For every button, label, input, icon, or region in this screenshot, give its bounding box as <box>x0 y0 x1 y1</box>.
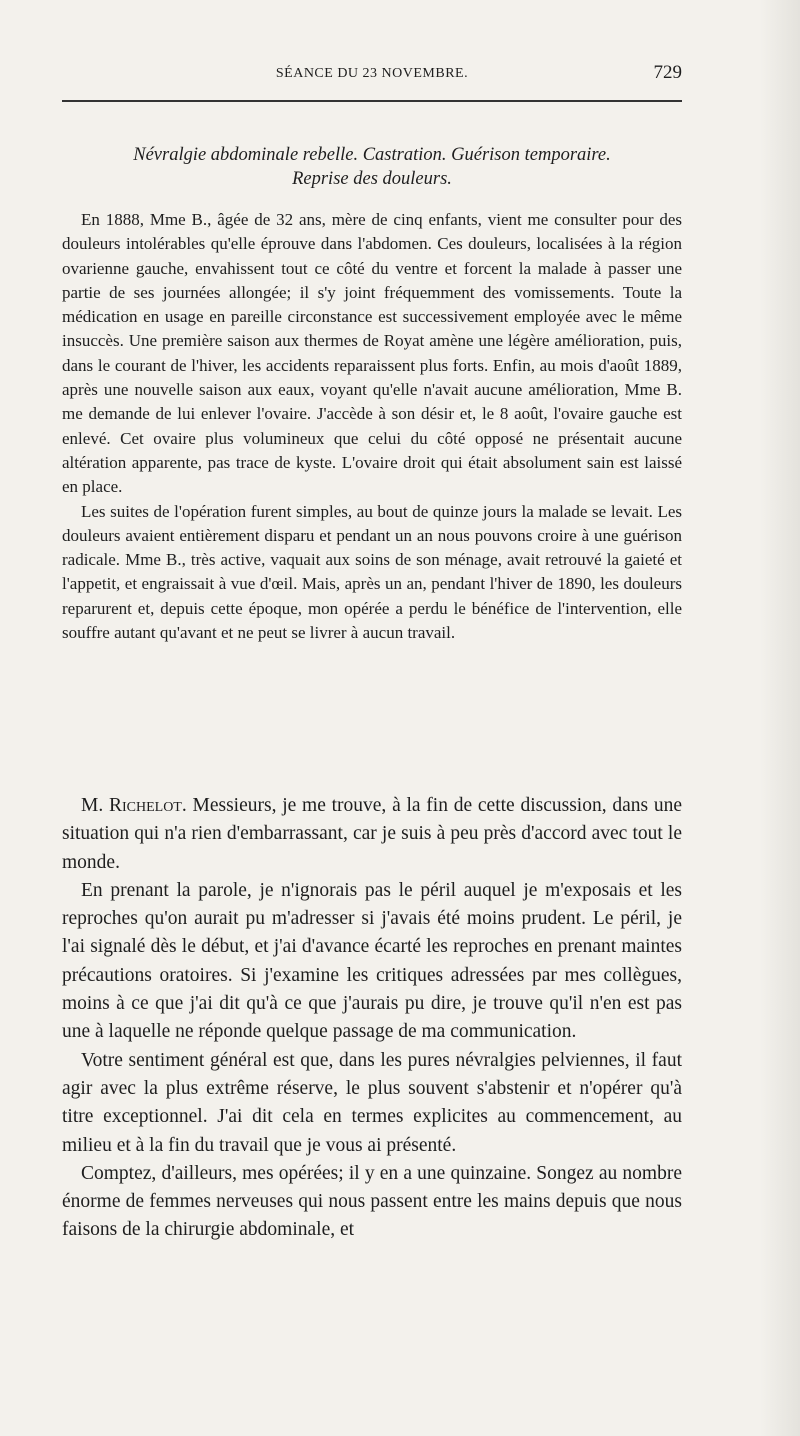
header-rule <box>62 100 682 102</box>
case-paragraph-2: Les suites de l'opération furent simples, au bout de quinze jours la malade se levait. Les douleurs avaient entièrement disparu et pendant un an nous pouvons croire à une guérison radicale. Mme B., très active, vaquait aux soins de son ménage, avait retrouvé la gaieté et l'appetit, et engraissait à vue d'œil. Mais, après un an, pendant l'hiver de 1890, les douleurs reparurent et, depuis cette époque, mon opérée a perdu le bénéfice de l'intervention, elle souffre autant qu'avant et ne peut se livrer à aucun travail. <box>62 501 682 643</box>
page-edge-shadow <box>760 0 800 1436</box>
discussion-paragraph-4: Comptez, d'ailleurs, mes opérées; il y en a une quinzaine. Songez au nombre énorme de femmes nerveuses qui nous passent entre les mains depuis que nous faisons de la chirurgie abdominale, et <box>62 1162 682 1241</box>
speaker-name: M. Richelot. <box>81 795 187 816</box>
case-paragraph-1: En 1888, Mme B., âgée de 32 ans, mère de cinq enfants, vient me consulter pour des douleurs intolérables qu'elle éprouve dans l'abdomen. Ces douleurs, localisées à la région ovarienne gauche, envahissent tout ce côté du ventre et forcent la malade à passer une partie de ses journées allongée; il s'y joint fréquemment des vomissements. Toute la médication en usage en pareille circonstance est successivement employée avec le même insuccès. Une première saison aux thermes de Royat amène une légère amélioration, puis, dans le courant de l'hiver, les accidents reparaissent plus forts. Enfin, au mois d'août 1889, après une nouvelle saison aux eaux, voyant qu'elle n'avait aucune amélioration, Mme B. me demande de lui enlever l'ovaire. J'accède à son désir et, le 8 août, l'ovaire gauche est enlevé. Cet ovaire plus volumineux que celui du côté opposé ne présentait aucune altération apparente, pas trace de kyste. L'ovaire droit qui était absolument sain est laissé en place. <box>62 210 682 497</box>
page-number: 729 <box>653 62 682 83</box>
discussion-paragraph-1-text: Messieurs, je me trouve, à la fin de cette discussion, dans une situation qui n'a rien d'embarrassant, car je suis à peu près d'accord avec tout le monde. <box>62 795 682 873</box>
case-title-line-2: Reprise des douleurs. <box>292 169 452 189</box>
running-title: SÉANCE DU 23 NOVEMBRE. <box>275 66 469 81</box>
discussion-paragraph-2: En prenant la parole, je n'ignorais pas le péril auquel je m'exposais et les reproches qu'on aurait pu m'adresser si j'avais été moins prudent. Le péril, je l'ai signalé dès le début, et j'ai d'avance écarté les reproches en prenant maintes précautions oratoires. Si j'examine les critiques adressées par mes collègues, moins à ce que j'ai dit qu'à ce que j'aurais pu dire, je trouve qu'il n'en est pas une à laquelle ne réponde quelque passage de ma communication. <box>62 879 682 1043</box>
case-report <box>62 208 682 645</box>
case-title <box>62 143 682 191</box>
running-header <box>62 60 682 90</box>
discussion <box>62 792 682 1245</box>
case-title-line-1: Névralgie abdominale rebelle. Castration. Guérison temporaire. <box>133 145 611 165</box>
discussion-paragraph-1 <box>62 792 682 877</box>
discussion-paragraph-3: Votre sentiment général est que, dans les pures névralgies pelviennes, il faut agir avec la plus extrême réserve, le plus souvent s'abstenir et n'opérer qu'à titre exceptionnel. J'ai dit cela en termes explicites au commencement, au milieu et à la fin du travail que je vous ai présenté. <box>62 1049 682 1156</box>
